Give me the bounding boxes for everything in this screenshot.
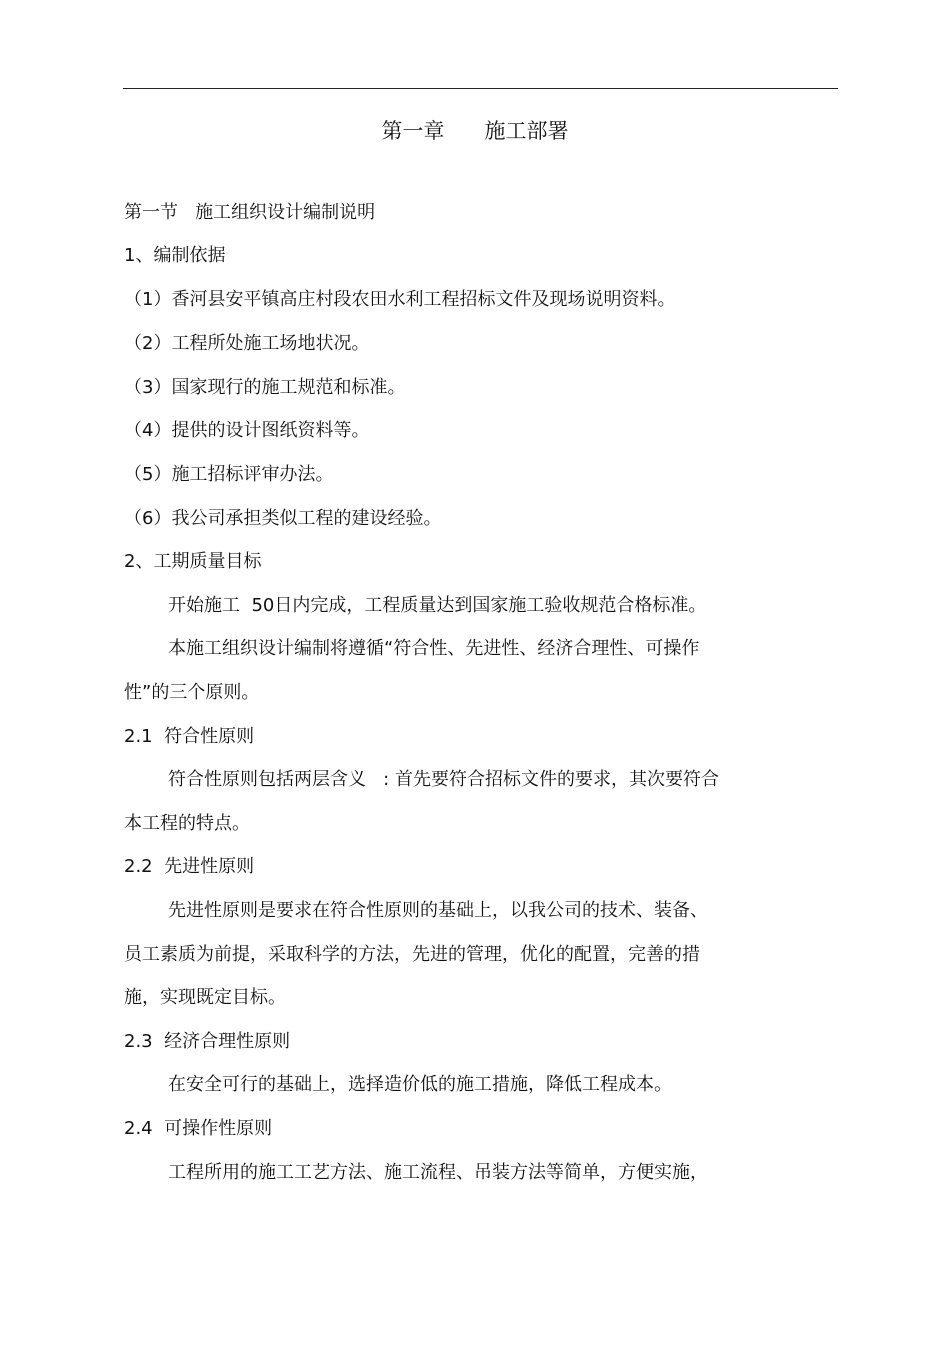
basis-item-6: （6）我公司承担类似工程的建设经验。: [124, 508, 442, 529]
principle-heading-conformity: 2.1 符合性原则: [124, 726, 255, 747]
principle-heading-economic: 2.3 经济合理性原则: [124, 1031, 291, 1052]
chapter-title: 第一章 施工部署: [381, 119, 569, 143]
basis-item-5: （5）施工招标评审办法。: [124, 464, 334, 485]
economic-line-1: 在安全可行的基础上，选择造价低的施工措施，降低工程成本。: [168, 1074, 672, 1095]
basis-heading: 1、编制依据: [124, 245, 226, 266]
principle-heading-advanced: 2.2 先进性原则: [124, 856, 255, 877]
advanced-line-2: 员工素质为前提，采取科学的方法，先进的管理，优化的配置，完善的措: [124, 944, 700, 965]
conformity-line-1: 符合性原则包括两层含义 : 首先要符合招标文件的要求，其次要符合: [168, 769, 719, 790]
basis-item-3: （3）国家现行的施工规范和标准。: [124, 377, 406, 398]
principle-heading-operability: 2.4 可操作性原则: [124, 1118, 273, 1139]
advanced-line-3: 施，实现既定目标。: [124, 987, 286, 1008]
quality-heading: 2、工期质量目标: [124, 551, 262, 572]
section-title: 第一节 施工组织设计编制说明: [124, 202, 376, 223]
advanced-line-1: 先进性原则是要求在符合性原则的基础上，以我公司的技术、装备、: [168, 900, 708, 921]
header-rule: [123, 88, 838, 89]
quality-paragraph-2-line-2: 性”的三个原则。: [124, 682, 260, 703]
basis-item-2: （2）工程所处施工场地状况。: [124, 333, 370, 354]
quality-paragraph-2-line-1: 本施工组织设计编制将遵循“符合性、先进性、经济合理性、可操作: [168, 638, 700, 659]
basis-item-4: （4）提供的设计图纸资料等。: [124, 420, 370, 441]
quality-paragraph-1: 开始施工 50日内完成，工程质量达到国家施工验收规范合格标准。: [168, 595, 707, 616]
basis-item-1: （1）香河县安平镇高庄村段农田水利工程招标文件及现场说明资料。: [124, 289, 676, 310]
operability-line-1: 工程所用的施工工艺方法、施工流程、吊装方法等简单，方便实施，: [168, 1162, 708, 1183]
conformity-line-2: 本工程的特点。: [124, 813, 250, 834]
